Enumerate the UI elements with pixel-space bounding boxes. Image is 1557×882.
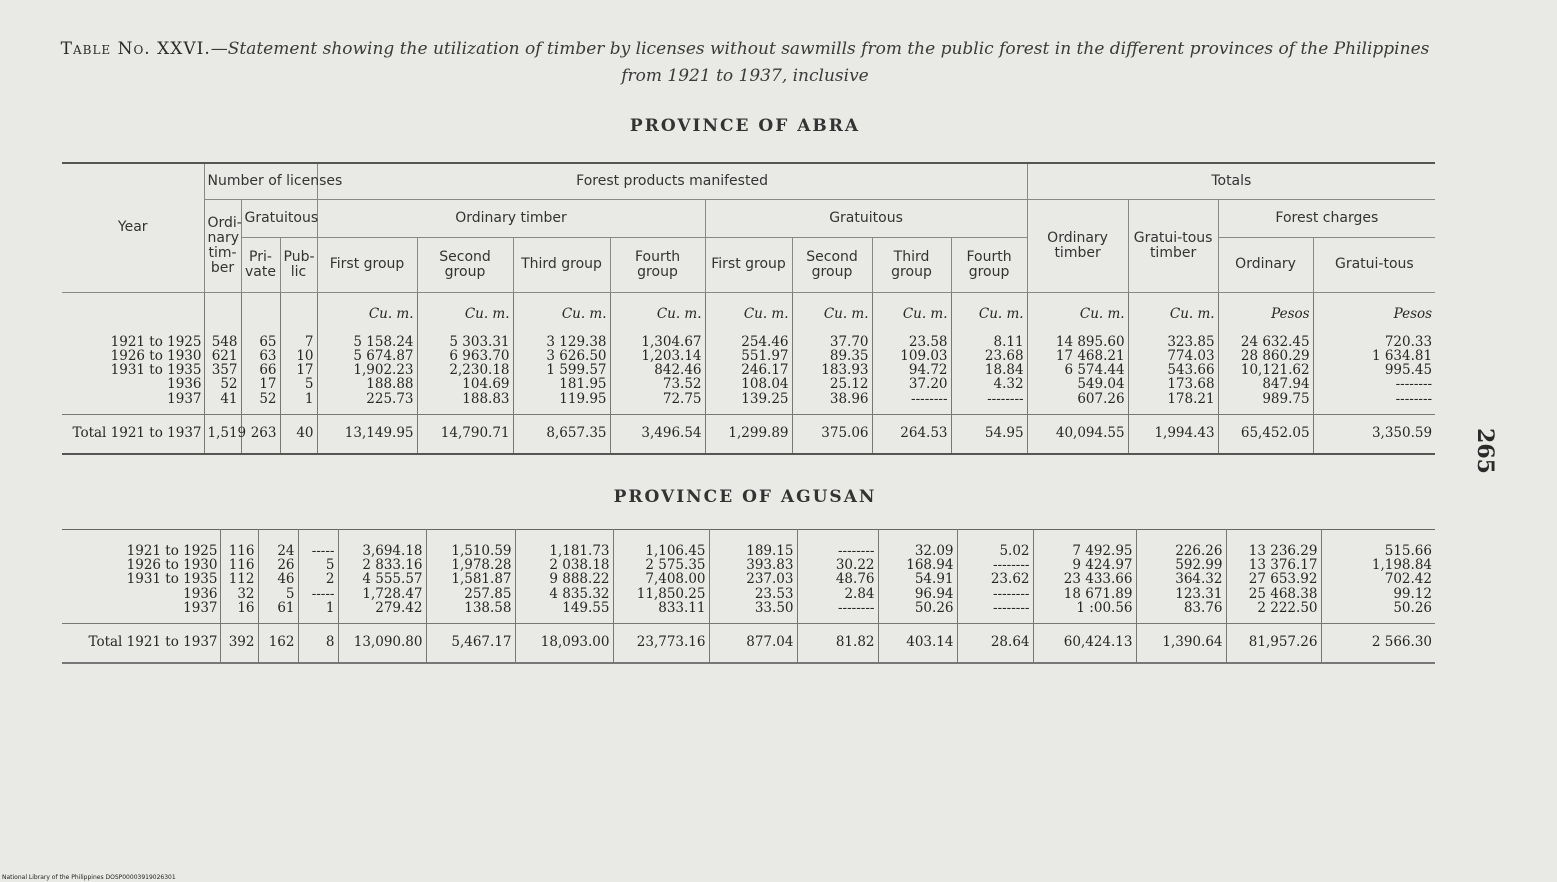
value-cell: 96.94	[878, 587, 957, 601]
value-cell: 607.26	[1027, 392, 1128, 415]
value-cell: -----	[298, 587, 338, 601]
value-cell: 4 835.32	[515, 587, 613, 601]
unit-cell: Cu. m.	[417, 292, 513, 321]
value-cell: 23.53	[709, 587, 797, 601]
value-cell: 1,299.89	[705, 414, 792, 454]
value-cell: 10,121.62	[1218, 363, 1313, 377]
value-cell: 720.33	[1384, 333, 1433, 350]
value-cell: 72.75	[610, 392, 705, 415]
value-cell: 37.70	[792, 321, 872, 349]
value-cell: 14,790.71	[417, 414, 513, 454]
header-fourth-group: Fourth group	[951, 237, 1027, 292]
value-cell: 226.26	[1136, 530, 1226, 559]
value-cell: 2 222.50	[1226, 601, 1321, 624]
value-cell: 1,198.84	[1371, 557, 1432, 574]
units-blank	[280, 292, 317, 321]
table-title	[60, 36, 1430, 90]
header-year: Year	[62, 163, 204, 292]
value-cell: 81.82	[797, 624, 878, 664]
unit-cell: Cu. m.	[610, 292, 705, 321]
value-cell: 149.55	[515, 601, 613, 624]
value-cell: 237.03	[709, 572, 797, 586]
header-totals: Totals	[1027, 163, 1435, 199]
value-cell: 264.53	[872, 414, 951, 454]
value-cell: --------	[797, 601, 878, 624]
value-cell: 139.25	[705, 392, 792, 415]
value-cell: 551.97	[705, 349, 792, 363]
table-number: Table No. XXVI.	[60, 39, 211, 59]
header-private: Pri-vate	[241, 237, 280, 292]
value-cell: 1 :00.56	[1033, 601, 1136, 624]
unit-cell: Cu. m.	[513, 292, 610, 321]
value-cell: 23.68	[951, 349, 1027, 363]
header-first-group: First group	[705, 237, 792, 292]
value-cell: 40,094.55	[1027, 414, 1128, 454]
year-cell: 1937	[62, 392, 204, 415]
value-cell: 119.95	[513, 392, 610, 415]
value-cell: 515.66	[1384, 543, 1432, 559]
value-cell: 65	[241, 321, 280, 349]
value-cell: 99.12	[1393, 585, 1432, 602]
units-blank	[241, 292, 280, 321]
value-cell: 621	[204, 349, 241, 363]
value-cell: 8.11	[951, 321, 1027, 349]
value-cell: 37.20	[872, 377, 951, 391]
value-cell: 833.11	[613, 601, 709, 624]
value-cell: 23.62	[957, 572, 1033, 586]
value-cell: 4 555.57	[338, 572, 426, 586]
unit-cell: Cu. m.	[1027, 292, 1128, 321]
header-public: Pub-lic	[280, 237, 317, 292]
value-cell: 1 599.57	[513, 363, 610, 377]
value-cell: 50.26	[878, 601, 957, 624]
value-cell: 10	[280, 349, 317, 363]
value-cell: 33.50	[709, 601, 797, 624]
value-cell: 188.83	[417, 392, 513, 415]
value-cell: 257.85	[426, 587, 515, 601]
value-cell: 83.76	[1136, 601, 1226, 624]
header-forest-products: Forest products manifested	[317, 163, 1027, 199]
value-cell: 13,090.80	[338, 624, 426, 664]
table-row	[62, 349, 1435, 363]
table-row	[62, 572, 1435, 586]
value-cell: 81,957.26	[1226, 624, 1321, 664]
table-header	[62, 163, 1435, 292]
value-cell: 18,093.00	[515, 624, 613, 664]
value-cell: 178.21	[1128, 392, 1218, 415]
value-cell: 18.84	[951, 363, 1027, 377]
value-cell: 48.76	[797, 572, 878, 586]
value-cell: 549.04	[1027, 377, 1128, 391]
year-cell: Total 1921 to 1937	[62, 624, 220, 664]
value-cell: 60,424.13	[1033, 624, 1136, 664]
year-cell: 1921 to 1925	[62, 321, 204, 349]
value-cell: 16	[220, 601, 258, 624]
value-cell: 138.58	[426, 601, 515, 624]
value-cell: 173.68	[1128, 377, 1218, 391]
value-cell: 2 566.30	[1321, 624, 1435, 664]
value-cell: 61	[258, 601, 298, 624]
value-cell: 5 674.87	[317, 349, 417, 363]
value-cell: 46	[258, 572, 298, 586]
year-cell: Total 1921 to 1937	[62, 414, 204, 454]
header-third-group: Third group	[872, 237, 951, 292]
value-cell: 543.66	[1128, 363, 1218, 377]
value-cell: 94.72	[872, 363, 951, 377]
year-cell: 1931 to 1935	[62, 572, 220, 586]
value-cell: 24	[258, 530, 298, 559]
value-cell: 263	[241, 414, 280, 454]
value-cell: 225.73	[317, 392, 417, 415]
value-cell: 32.09	[878, 530, 957, 559]
value-cell: 995.45	[1384, 362, 1433, 379]
value-cell: --------	[957, 558, 1033, 572]
value-cell: --------	[957, 587, 1033, 601]
value-cell: 5 158.24	[317, 321, 417, 349]
value-cell: 89.35	[792, 349, 872, 363]
value-cell: 8	[298, 624, 338, 664]
year-cell: 1936	[62, 377, 204, 391]
unit-cell: Pesos	[1393, 305, 1433, 322]
value-cell: --------	[872, 392, 951, 415]
value-cell: 1,181.73	[515, 530, 613, 559]
value-cell: -----	[298, 530, 338, 559]
value-cell: 9 888.22	[515, 572, 613, 586]
value-cell: 2	[298, 572, 338, 586]
table-row	[62, 558, 1435, 572]
year-cell: 1921 to 1925	[62, 530, 220, 559]
value-cell: 357	[204, 363, 241, 377]
value-cell: 5 303.31	[417, 321, 513, 349]
year-cell: 1931 to 1935	[62, 363, 204, 377]
value-cell: 842.46	[610, 363, 705, 377]
value-cell: 2 575.35	[613, 558, 709, 572]
header-charges-ordinary: Ordinary	[1218, 237, 1313, 292]
header-number-of-licenses: Number of licenses	[204, 163, 317, 199]
value-cell: --------	[957, 601, 1033, 624]
unit-cell: Cu. m.	[1128, 292, 1218, 321]
header-totals-ordinary: Ordinary timber	[1027, 199, 1128, 292]
value-cell: 403.14	[878, 624, 957, 664]
value-cell: 25.12	[792, 377, 872, 391]
header-charges-gratuitous: Gratui-tous	[1313, 237, 1435, 292]
value-cell: 1,304.67	[610, 321, 705, 349]
year-cell: 1926 to 1930	[62, 349, 204, 363]
year-cell: 1926 to 1930	[62, 558, 220, 572]
value-cell: 27 653.92	[1226, 572, 1321, 586]
value-cell: 1	[298, 601, 338, 624]
value-cell: 548	[204, 321, 241, 349]
value-cell: 774.03	[1128, 349, 1218, 363]
value-cell: 116	[220, 530, 258, 559]
value-cell: 13,149.95	[317, 414, 417, 454]
value-cell: 5	[258, 587, 298, 601]
value-cell: 323.85	[1128, 321, 1218, 349]
value-cell: 702.42	[1384, 571, 1432, 588]
year-cell: 1937	[62, 601, 220, 624]
unit-cell: Cu. m.	[872, 292, 951, 321]
header-ordinary-timber: Ordinary timber	[317, 199, 705, 237]
unit-cell: Cu. m.	[792, 292, 872, 321]
value-cell: 7,408.00	[613, 572, 709, 586]
value-cell: 23 433.66	[1033, 572, 1136, 586]
value-cell: 63	[241, 349, 280, 363]
value-cell: 108.04	[705, 377, 792, 391]
value-cell: --------	[797, 530, 878, 559]
header-gratuitous-timber: Gratuitous	[705, 199, 1027, 237]
value-cell: --------	[1395, 376, 1433, 393]
units-row	[62, 292, 1435, 321]
value-cell: 11,850.25	[613, 587, 709, 601]
table-row	[62, 530, 1435, 559]
value-cell: 50.26	[1393, 599, 1432, 616]
province-heading-abra: PROVINCE OF ABRA	[629, 116, 861, 136]
value-cell: 5	[280, 377, 317, 391]
value-cell: 9 424.97	[1033, 558, 1136, 572]
value-cell: 1,106.45	[613, 530, 709, 559]
value-cell: 1,581.87	[426, 572, 515, 586]
header-third-group: Third group	[513, 237, 610, 292]
value-cell: 23.58	[872, 321, 951, 349]
value-cell: 52	[241, 392, 280, 415]
value-cell: 23,773.16	[613, 624, 709, 664]
value-cell: 1,728.47	[338, 587, 426, 601]
value-cell: 5.02	[957, 530, 1033, 559]
value-cell: 1,390.64	[1136, 624, 1226, 664]
year-cell: 1936	[62, 587, 220, 601]
value-cell: 3 626.50	[513, 349, 610, 363]
value-cell: 1,519	[204, 414, 241, 454]
table-row	[62, 377, 1435, 391]
value-cell: 13 236.29	[1226, 530, 1321, 559]
unit-cell: Cu. m.	[317, 292, 417, 321]
page-number: 265	[1471, 428, 1498, 474]
table-row	[62, 601, 1435, 624]
value-cell: 246.17	[705, 363, 792, 377]
value-cell: 26	[258, 558, 298, 572]
table-row	[62, 321, 1435, 349]
total-row	[62, 624, 1435, 664]
value-cell: 32	[220, 587, 258, 601]
value-cell: 364.32	[1136, 572, 1226, 586]
value-cell: 592.99	[1136, 558, 1226, 572]
header-ordinary-timber-licenses: Ordi-nary tim-ber	[204, 199, 241, 292]
units-blank	[62, 292, 204, 321]
abra-table	[62, 162, 1435, 455]
value-cell: 25 468.38	[1226, 587, 1321, 601]
value-cell: 1	[280, 392, 317, 415]
value-cell: 877.04	[709, 624, 797, 664]
value-cell: 1 634.81	[1371, 347, 1433, 364]
value-cell: 2,230.18	[417, 363, 513, 377]
value-cell: 40	[280, 414, 317, 454]
value-cell: 6 963.70	[417, 349, 513, 363]
value-cell: 1,203.14	[610, 349, 705, 363]
value-cell: 41	[204, 392, 241, 415]
header-second-group: Second group	[792, 237, 872, 292]
value-cell: 116	[220, 558, 258, 572]
value-cell: 38.96	[792, 392, 872, 415]
value-cell: 112	[220, 572, 258, 586]
header-totals-gratuitous: Gratui-tous timber	[1128, 199, 1218, 292]
value-cell: 5	[298, 558, 338, 572]
value-cell: 6 574.44	[1027, 363, 1128, 377]
value-cell: 1,994.43	[1128, 414, 1218, 454]
value-cell: 1,902.23	[317, 363, 417, 377]
value-cell: 54.91	[878, 572, 957, 586]
unit-cell: Cu. m.	[705, 292, 792, 321]
value-cell: 188.88	[317, 377, 417, 391]
value-cell: 3,694.18	[338, 530, 426, 559]
value-cell: 2.84	[797, 587, 878, 601]
value-cell: 17 468.21	[1027, 349, 1128, 363]
value-cell: 7 492.95	[1033, 530, 1136, 559]
value-cell: 254.46	[705, 321, 792, 349]
value-cell: 189.15	[709, 530, 797, 559]
value-cell: 392	[220, 624, 258, 664]
value-cell: 14 895.60	[1027, 321, 1128, 349]
province-heading-agusan: PROVINCE OF AGUSAN	[613, 487, 877, 507]
value-cell: 989.75	[1218, 392, 1313, 415]
value-cell: 7	[280, 321, 317, 349]
agusan-table	[62, 529, 1435, 664]
value-cell: 375.06	[792, 414, 872, 454]
value-cell: 18 671.89	[1033, 587, 1136, 601]
value-cell: 66	[241, 363, 280, 377]
value-cell: 5,467.17	[426, 624, 515, 664]
value-cell: 52	[204, 377, 241, 391]
header-gratuitous-licenses: Gratuitous	[241, 199, 317, 237]
value-cell: 393.83	[709, 558, 797, 572]
value-cell: 109.03	[872, 349, 951, 363]
table-row	[62, 392, 1435, 415]
header-second-group: Second group	[417, 237, 513, 292]
value-cell: --------	[951, 392, 1027, 415]
units-blank	[204, 292, 241, 321]
value-cell: 279.42	[338, 601, 426, 624]
value-cell: 54.95	[951, 414, 1027, 454]
unit-cell: Pesos	[1218, 292, 1313, 321]
value-cell: 1,978.28	[426, 558, 515, 572]
table-row	[62, 587, 1435, 601]
table-caption: —Statement showing the utilization of timber by licenses without sawmills from the public forest in the different provinces of the Philippines from 1921 to 1937, inclusive	[210, 39, 1430, 86]
value-cell: 24 632.45	[1218, 321, 1313, 349]
value-cell: 3,496.54	[610, 414, 705, 454]
value-cell: 17	[280, 363, 317, 377]
value-cell: 1,510.59	[426, 530, 515, 559]
value-cell: 162	[258, 624, 298, 664]
value-cell: 183.93	[792, 363, 872, 377]
value-cell: 65,452.05	[1218, 414, 1313, 454]
value-cell: 168.94	[878, 558, 957, 572]
value-cell: 2 038.18	[515, 558, 613, 572]
header-fourth-group: Fourth group	[610, 237, 705, 292]
abra-data-rows	[62, 321, 1435, 454]
table-row	[62, 363, 1435, 377]
value-cell: 8,657.35	[513, 414, 610, 454]
value-cell: 17	[241, 377, 280, 391]
scan-footer-note: National Library of the Philippines DOSP00003919026301	[2, 874, 176, 881]
value-cell: 2 833.16	[338, 558, 426, 572]
value-cell: --------	[1395, 390, 1433, 407]
value-cell: 13 376.17	[1226, 558, 1321, 572]
value-cell: 4.32	[951, 377, 1027, 391]
header-first-group: First group	[317, 237, 417, 292]
value-cell: 847.94	[1218, 377, 1313, 391]
value-cell: 3 129.38	[513, 321, 610, 349]
value-cell: 28.64	[957, 624, 1033, 664]
value-cell: 3,350.59	[1313, 414, 1435, 454]
value-cell: 123.31	[1136, 587, 1226, 601]
value-cell: 30.22	[797, 558, 878, 572]
value-cell: 181.95	[513, 377, 610, 391]
agusan-data-rows	[62, 530, 1435, 664]
value-cell: 73.52	[610, 377, 705, 391]
value-cell: 104.69	[417, 377, 513, 391]
header-forest-charges: Forest charges	[1218, 199, 1435, 237]
unit-cell: Cu. m.	[951, 292, 1027, 321]
value-cell: 28 860.29	[1218, 349, 1313, 363]
total-row	[62, 414, 1435, 454]
